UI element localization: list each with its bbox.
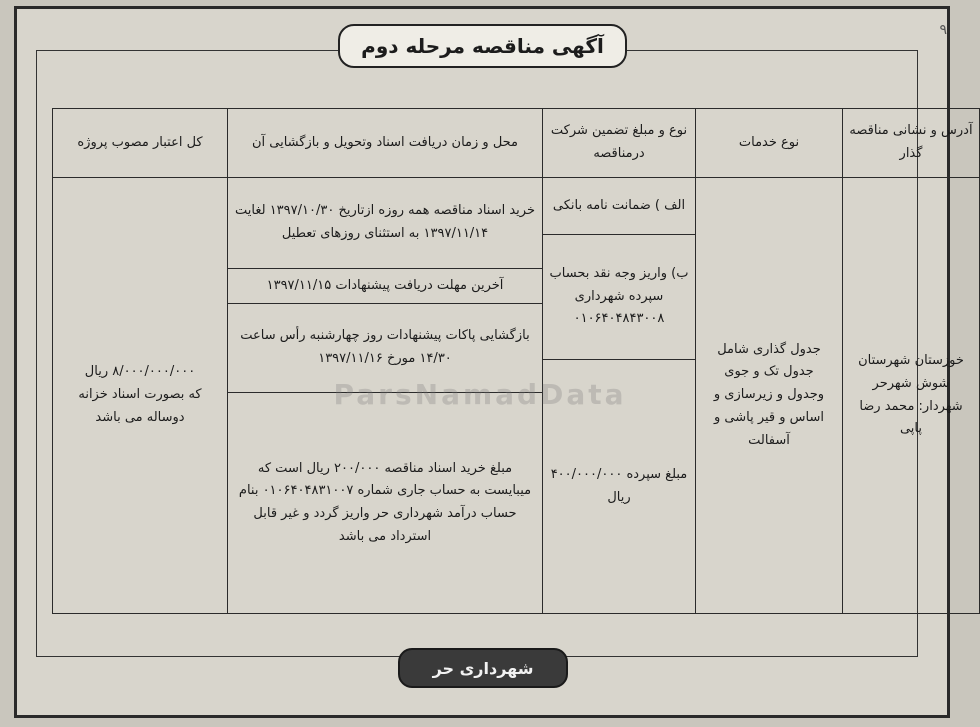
table-row — [53, 178, 980, 614]
header-service: نوع خدمات — [696, 109, 843, 178]
cell-docs — [228, 178, 543, 614]
footer-municipality: شهرداری حر — [398, 648, 568, 688]
tender-table — [52, 108, 980, 614]
corner-mark: ۹ — [939, 22, 947, 38]
header-guarantee: نوع و مبلغ تضمین شرکت درمناقصه — [543, 109, 696, 178]
cell-address: خوزستان شهرستان شوش شهرحر شهردار: محمد رضا پاپی — [843, 178, 980, 614]
cell-guarantee — [543, 178, 696, 614]
header-address: آدرس و نشانی مناقصه گذار — [843, 109, 980, 178]
guarantee-b: ب) واریز وجه نقد بحساب سپرده شهرداری ۰۱۰۶۴۰۴۸۴۳۰۰۸ — [543, 235, 695, 360]
header-budget: کل اعتبار مصوب پروژه — [53, 109, 228, 178]
watermark-text: ParsNamadData — [333, 378, 627, 411]
docs-fee: مبلغ خرید اسناد مناقصه ۲۰۰/۰۰۰ ریال است که میبایست به حساب جاری شماره ۰۱۰۶۴۰۴۸۳۱۰۰۷ بنام حساب درآمد شهرداری حر واریز گردد و غیر قابل استرداد می باشد — [238, 460, 532, 544]
docs-deadline: آخرین مهلت دریافت پیشنهادات ۱۳۹۷/۱۱/۱۵ — [228, 269, 542, 304]
table-header-row — [53, 109, 980, 178]
cell-budget — [53, 178, 228, 614]
cell-service: جدول گذاری شامل جدول تک و جوی وجدول و زیرسازی و اساس و قیر پاشی و آسفالت — [696, 178, 843, 614]
ad-title: آگهی مناقصه مرحله دوم — [338, 24, 627, 68]
header-docs: محل و زمان دریافت اسناد وتحویل و بازگشایی آن — [228, 109, 543, 178]
docs-opening: بازگشایی پاکات پیشنهادات روز چهارشنبه رأس ساعت ۱۴/۳۰ مورخ ۱۳۹۷/۱۱/۱۶ — [228, 304, 542, 393]
budget-note: که بصورت اسناد خزانه دوساله می باشد — [78, 387, 202, 425]
budget-amount: ۸/۰۰۰/۰۰۰/۰۰۰ ریال — [84, 364, 196, 380]
docs-purchase: خرید اسناد مناقصه همه روزه ازتاریخ ۱۳۹۷/۱۰/۳۰ لغایت ۱۳۹۷/۱۱/۱۴ به استثنای روزهای تعطیل — [228, 178, 542, 269]
guarantee-amount: مبلغ سپرده ۴۰۰/۰۰۰/۰۰۰ ریال — [550, 466, 688, 505]
guarantee-a: الف ) ضمانت نامه بانکی — [543, 178, 695, 235]
